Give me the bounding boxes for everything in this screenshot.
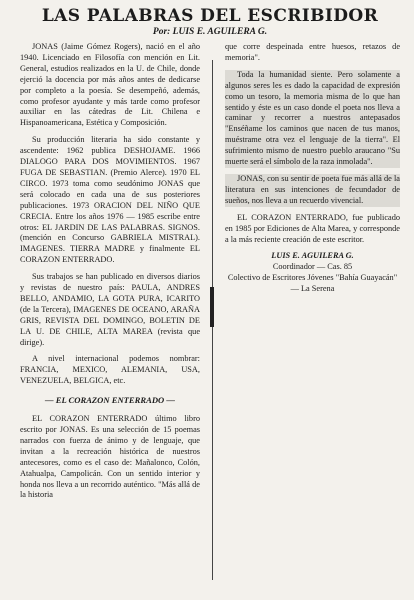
article-body bbox=[20, 42, 400, 600]
paragraph-quote-end: que corre despeinada entre huesos, retazos de memoria". bbox=[225, 42, 400, 62]
article-title: LAS PALABRAS DEL ESCRIBIDOR bbox=[41, 6, 379, 26]
paragraph-bibliography: Su producción literaria ha sido constante y ascendente: 1962 publica DESHOJAME. 1966 DIALOGO PARA DOS MOVIMIENTOS. 1967 FUGA DE SEBASTIAN. (Premio Alerce). 1970 EL CIRCO. 1973 toma como seudónimo JONAS que será colocado en cada una de sus posteriores publicaciones. 1973 ORACION DEL NIÑO QUE CRECIA. Entre los años 1976 — 1985 escribe entre otros: EL JARDIN DE LAS PALABRAS. SIGNOS. (mención en Concurso GABRIELA MISTRAL). IMAGENES. TIERRA MADRE y finalmente EL CORAZON ENTERRADO. bbox=[20, 135, 200, 265]
paragraph-biography: JONAS (Jaime Gómez Rogers), nació en el año 1940. Licenciado en Filosofía con mención en Lit. General, estudios realizados en la U. de Chile, donde ejerció la docencia por más años antes de dedicarse por completo a la poesía. Se desempeñó, además, como profesor ayudante y más tarde como profesor auxiliar en las cátedras de Lit. Chilena e Hispanoamericana, Estética y Composición. bbox=[20, 42, 200, 128]
paragraph-humanity: Toda la humanidad siente. Pero solamente a algunos seres les es dado la capacidad de expresión como un tesoro, la memoria misma de lo que han sentido y éste es un caso donde el poeta nos lleva a caminar y recorrer a nuestros antepasados "Enséñame los caminos que nacen de tus manos, muéstrame otra vez el lenguaje de la tierra". El sufrimiento mismo de nuestro pueblo araucano "Su muerte será el símbolo de la raza inmolada". bbox=[225, 69, 400, 167]
paragraph-poet: JONAS, con su sentir de poeta fue más allá de la literatura en sus intenciones de fecundador de sueños, nos lleva a un recuerdo vivencial. bbox=[225, 173, 400, 205]
signature-name: LUIS E. AGUILERA G. bbox=[271, 251, 354, 261]
paragraph-publication-info: EL CORAZON ENTERRADO, fue publicado en 1985 por Ediciones de Alta Marea, y corresponde a la más reciente creación de este escritor. bbox=[225, 212, 400, 244]
article-byline: Por: LUIS E. AGUILERA G. bbox=[152, 27, 268, 37]
paragraph-international: A nivel internacional podemos nombrar: FRANCIA, MEXICO, ALEMANIA, USA, VENEZUELA, BELGICA, etc. bbox=[20, 354, 200, 386]
paragraph-publications: Sus trabajos se han publicado en diversos diarios y revistas de nuestro país: PAULA, ANDRES BELLO, ANDAMIO, LA GOTA PURA, ICARITO (de la Tercera), IMAGENES DE OCEANO, ARAÑA GRIS, REVISTA DEL DOMINGO, BOLETIN DE LA U. DE CHILE, ALTA MAREA (revista que dirige). bbox=[20, 272, 200, 347]
column-divider-mark bbox=[210, 287, 214, 327]
signature-role: Coordinador — Cas. 85 bbox=[272, 262, 353, 272]
left-column bbox=[20, 42, 200, 507]
paragraph-book-intro: EL CORAZON ENTERRADO último libro escrito por JONAS. Es una selección de 15 poemas narrados con fuerza de ánimo y de lenguaje, que invitan a la recreación histórica de nuestros antecesores, como es el caso de: Mañalonco, Colón, Atahualpa, Campolicán. Con un sentido interior y honda nos lleva a un recorrido auténtico. "Más allá de la historia bbox=[20, 414, 200, 500]
section-heading: — EL CORAZON ENTERRADO — bbox=[44, 395, 176, 406]
right-column bbox=[225, 42, 400, 295]
signature-organization: Colectivo de Escritores Jóvenes "Bahía Guayacán" — La Serena bbox=[227, 273, 398, 294]
